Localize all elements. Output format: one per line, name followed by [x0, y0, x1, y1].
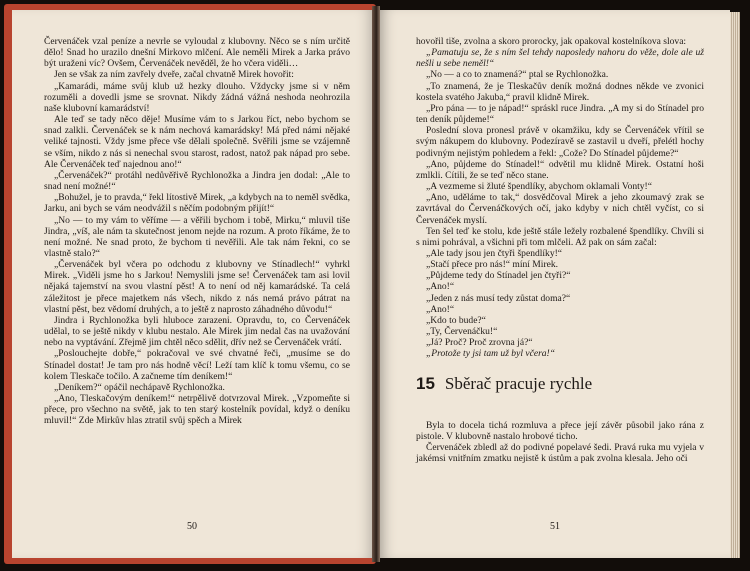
- paragraph: „Poslouchejte dobře,“ pokračoval ve své chvatné řeči, „musíme se do Stínadel dostat! Je tam pro nás hodně věcí! Leží tam klíč k tomu všemu, co se kolem Tleskače točilo. A začneme tím deníkem!“: [44, 348, 350, 382]
- paragraph: „Kdo to bude?“: [426, 314, 486, 326]
- book-gutter: [372, 6, 380, 562]
- paragraph: „Ano, Tleskačovým deníkem!“ netrpělivě dotvrzoval Mirek. „Vzpomeňte si přece, pro všechno na světě, jak to ten starý kostelník povídal, když o deníku mluvil!“ Zde Mirkův hlas ztratil svůj spěch a Mirek: [44, 393, 350, 427]
- paragraph: „Červenáček?“ protáhl nedůvěřivě Rychlonožka a Jindra jen dodal: „Ale to snad není možné!“: [44, 169, 350, 193]
- paragraph: Ten šel teď ke stolu, kde ještě stále ležely rozbalené špendlíky. Chvíli si s nimi pohrával, a všichni při tom mlčeli. Až pak on sám začal:: [416, 225, 704, 248]
- left-page-number: 50: [187, 521, 197, 532]
- right-page-text-bottom: [416, 420, 704, 465]
- paragraph: „Pro pána — to je nápad!“ spráskl ruce Jindra. „A my si do Stínadel pro ten deník půjdeme!“: [416, 102, 704, 126]
- paragraph: „No — to my vám to věříme — a věřili bychom i tobě, Mirku,“ mluvil tiše Jindra, „víš, ale nám ta skutečnost jenom nejde na rozum. A proto říkáme, že to není možné. Ne snad proto, že bychom ti nevěřili. Ale tak nám řekni, co se vlastně stalo?“: [44, 214, 350, 259]
- paragraph: „Ano!“: [426, 281, 455, 293]
- paragraph: „Deníkem?“ opáčil nechápavě Rychlonožka.: [54, 381, 225, 393]
- paragraph: „A vezmeme si žluté špendlíky, abychom oklamali Vonty!“: [426, 181, 652, 193]
- paragraph: „Protože ty jsi tam už byl včera!“: [426, 348, 556, 360]
- right-page-text-top: [416, 36, 704, 360]
- paragraph: „No — a co to znamená?“ ptal se Rychlonožka.: [426, 69, 609, 81]
- paragraph: „Stačí přece pro nás!“ míní Mirek.: [426, 259, 559, 271]
- paragraph: hovořil tiše, zvolna a skoro prorocky, jak opakoval kostelníkova slova:: [416, 36, 687, 47]
- paragraph: „Já? Proč? Proč zrovna já?“: [426, 337, 533, 349]
- paragraph: „Červenáček byl včera po odchodu z klubovny ve Stínadlech!“ vyhrkl Mirek. „Viděli jsme ho s Jarkou! Nemyslili jsme se! Červenáček tam asi lovil nějaká tajemství na svou vlastní pěst! A to není od něj kamarádské. Ta celá záležitost je přece majetkem nás všech, nikdo z nás nemá právo pátrat na vlastní pěst, bez vědomí druhých, a to ještě z naprosto záhadného důvodu!“: [44, 259, 350, 315]
- paragraph: Jindra i Rychlonožka byli hluboce zarazeni. Opravdu, to, co Červenáček udělal, to se ještě nikdy v klubu nestalo. Ale Mirek jim nedal čas na uvažování nebo na vyptávání. Zřejmě jim chtěl něco sdělit, dřív než se Červenáček vrátí.: [44, 314, 350, 349]
- paragraph: „Ano!“: [426, 303, 455, 315]
- right-page: [380, 10, 730, 558]
- paragraph: „To znamená, že je Tleskačův deník možná dodnes někde ve zvonici kostela svatého Jakuba,“ pravil klidně Mirek.: [416, 80, 704, 103]
- paragraph: „Ano, uděláme to tak,“ dosvědčoval Mirek a jeho zkoumavý zrak se zavrtával do Červenáčkových očí, jako kdyby v nich chtěl vyčíst, co si Červenáček myslí.: [416, 192, 704, 226]
- paragraph: „Jeden z nás musí tedy zůstat doma?“: [426, 292, 571, 304]
- chapter-number: 15: [416, 373, 435, 393]
- paragraph: Ale teď se tady něco děje! Musíme vám to s Jarkou říct, nebo bychom se snad zalkli. Červenáček se k nám nechová kamarádsky! Má před námi nějaké veliké tajnosti. Vždy jsme přece vše dělali společně. Svěřili jsme se vzájemně se vším, nikdo z nás si nenechal svou starost, radost, natož pak nápad pro sebe. Ale Červenáček teď najednou ano!“: [44, 114, 350, 170]
- paragraph: Byla to docela tichá rozmluva a přece její závěr působil jako rána z pistole. V klubovně nastalo hrobové ticho.: [416, 419, 704, 442]
- paragraph: „Ty, Červenáčku!“: [426, 326, 498, 338]
- paragraph: Červenáček vzal peníze a nevrle se vyloudal z klubovny. Něco se s ním určitě dělo! Snad ho urazilo dnešní Mirkovo mlčení. Ale neměli Mirek a Jarka právo být uraženi víc? Ovšem, Červenáček nevěděl, že ho včera viděli…: [44, 36, 350, 70]
- paragraph: „Bohužel, je to pravda,“ řekl lítostivě Mirek, „a kdybych na to neměl svědka, Jarku, ani bych se vám neodvážil s něčím podobným přijít!“: [44, 192, 350, 215]
- paragraph: Jen se však za ním zavřely dveře, začal chvatně Mirek hovořit:: [54, 69, 294, 81]
- paragraph: „Ano, půjdeme do Stínadel!“ odvětil mu klidně Mirek. Ostatní hoši zmlkli. Cítili, že se teď něco stane.: [416, 158, 704, 181]
- chapter-title: Sběrač pracuje rychle: [444, 373, 593, 393]
- paragraph: Poslední slova pronesl právě v okamžiku, kdy se Červenáček vřítil se svým nákupem do klubovny. Podezíravě se zastavil u dveří, přelétl hochy podivným nejistým pohledem a řekl: „Cože? Do Stínadel půjdeme?“: [416, 125, 704, 159]
- page-fore-edge: [730, 12, 740, 558]
- right-page-number: 51: [550, 521, 560, 532]
- left-page: [12, 10, 372, 558]
- left-page-text: [44, 36, 350, 426]
- paragraph: „Kamarádi, máme svůj klub už hezky dlouho. Vždycky jsme si v něm rozuměli a dovedli jsme se srovnat. Nikdy žádná vážná neshoda neohrozila naše klubovní kamarádství!: [44, 80, 350, 114]
- paragraph: Červenáček zbledl až do podivné popelavé šedi. Pravá ruka mu vyjela v jakémsi vnitřním zmatku nejistě k ústům a pak zvolna klesala. Jeho oči: [416, 441, 704, 464]
- paragraph: „Ale tady jsou jen čtyři špendlíky!“: [426, 247, 563, 259]
- paragraph: „Půjdeme tedy do Stínadel jen čtyři?“: [426, 270, 571, 282]
- chapter-heading: [416, 374, 704, 394]
- paragraph: „Pamatuju se, že s ním šel tehdy naposledy nahoru do věže, dole ale už nešli u sebe neměl!“: [416, 47, 704, 70]
